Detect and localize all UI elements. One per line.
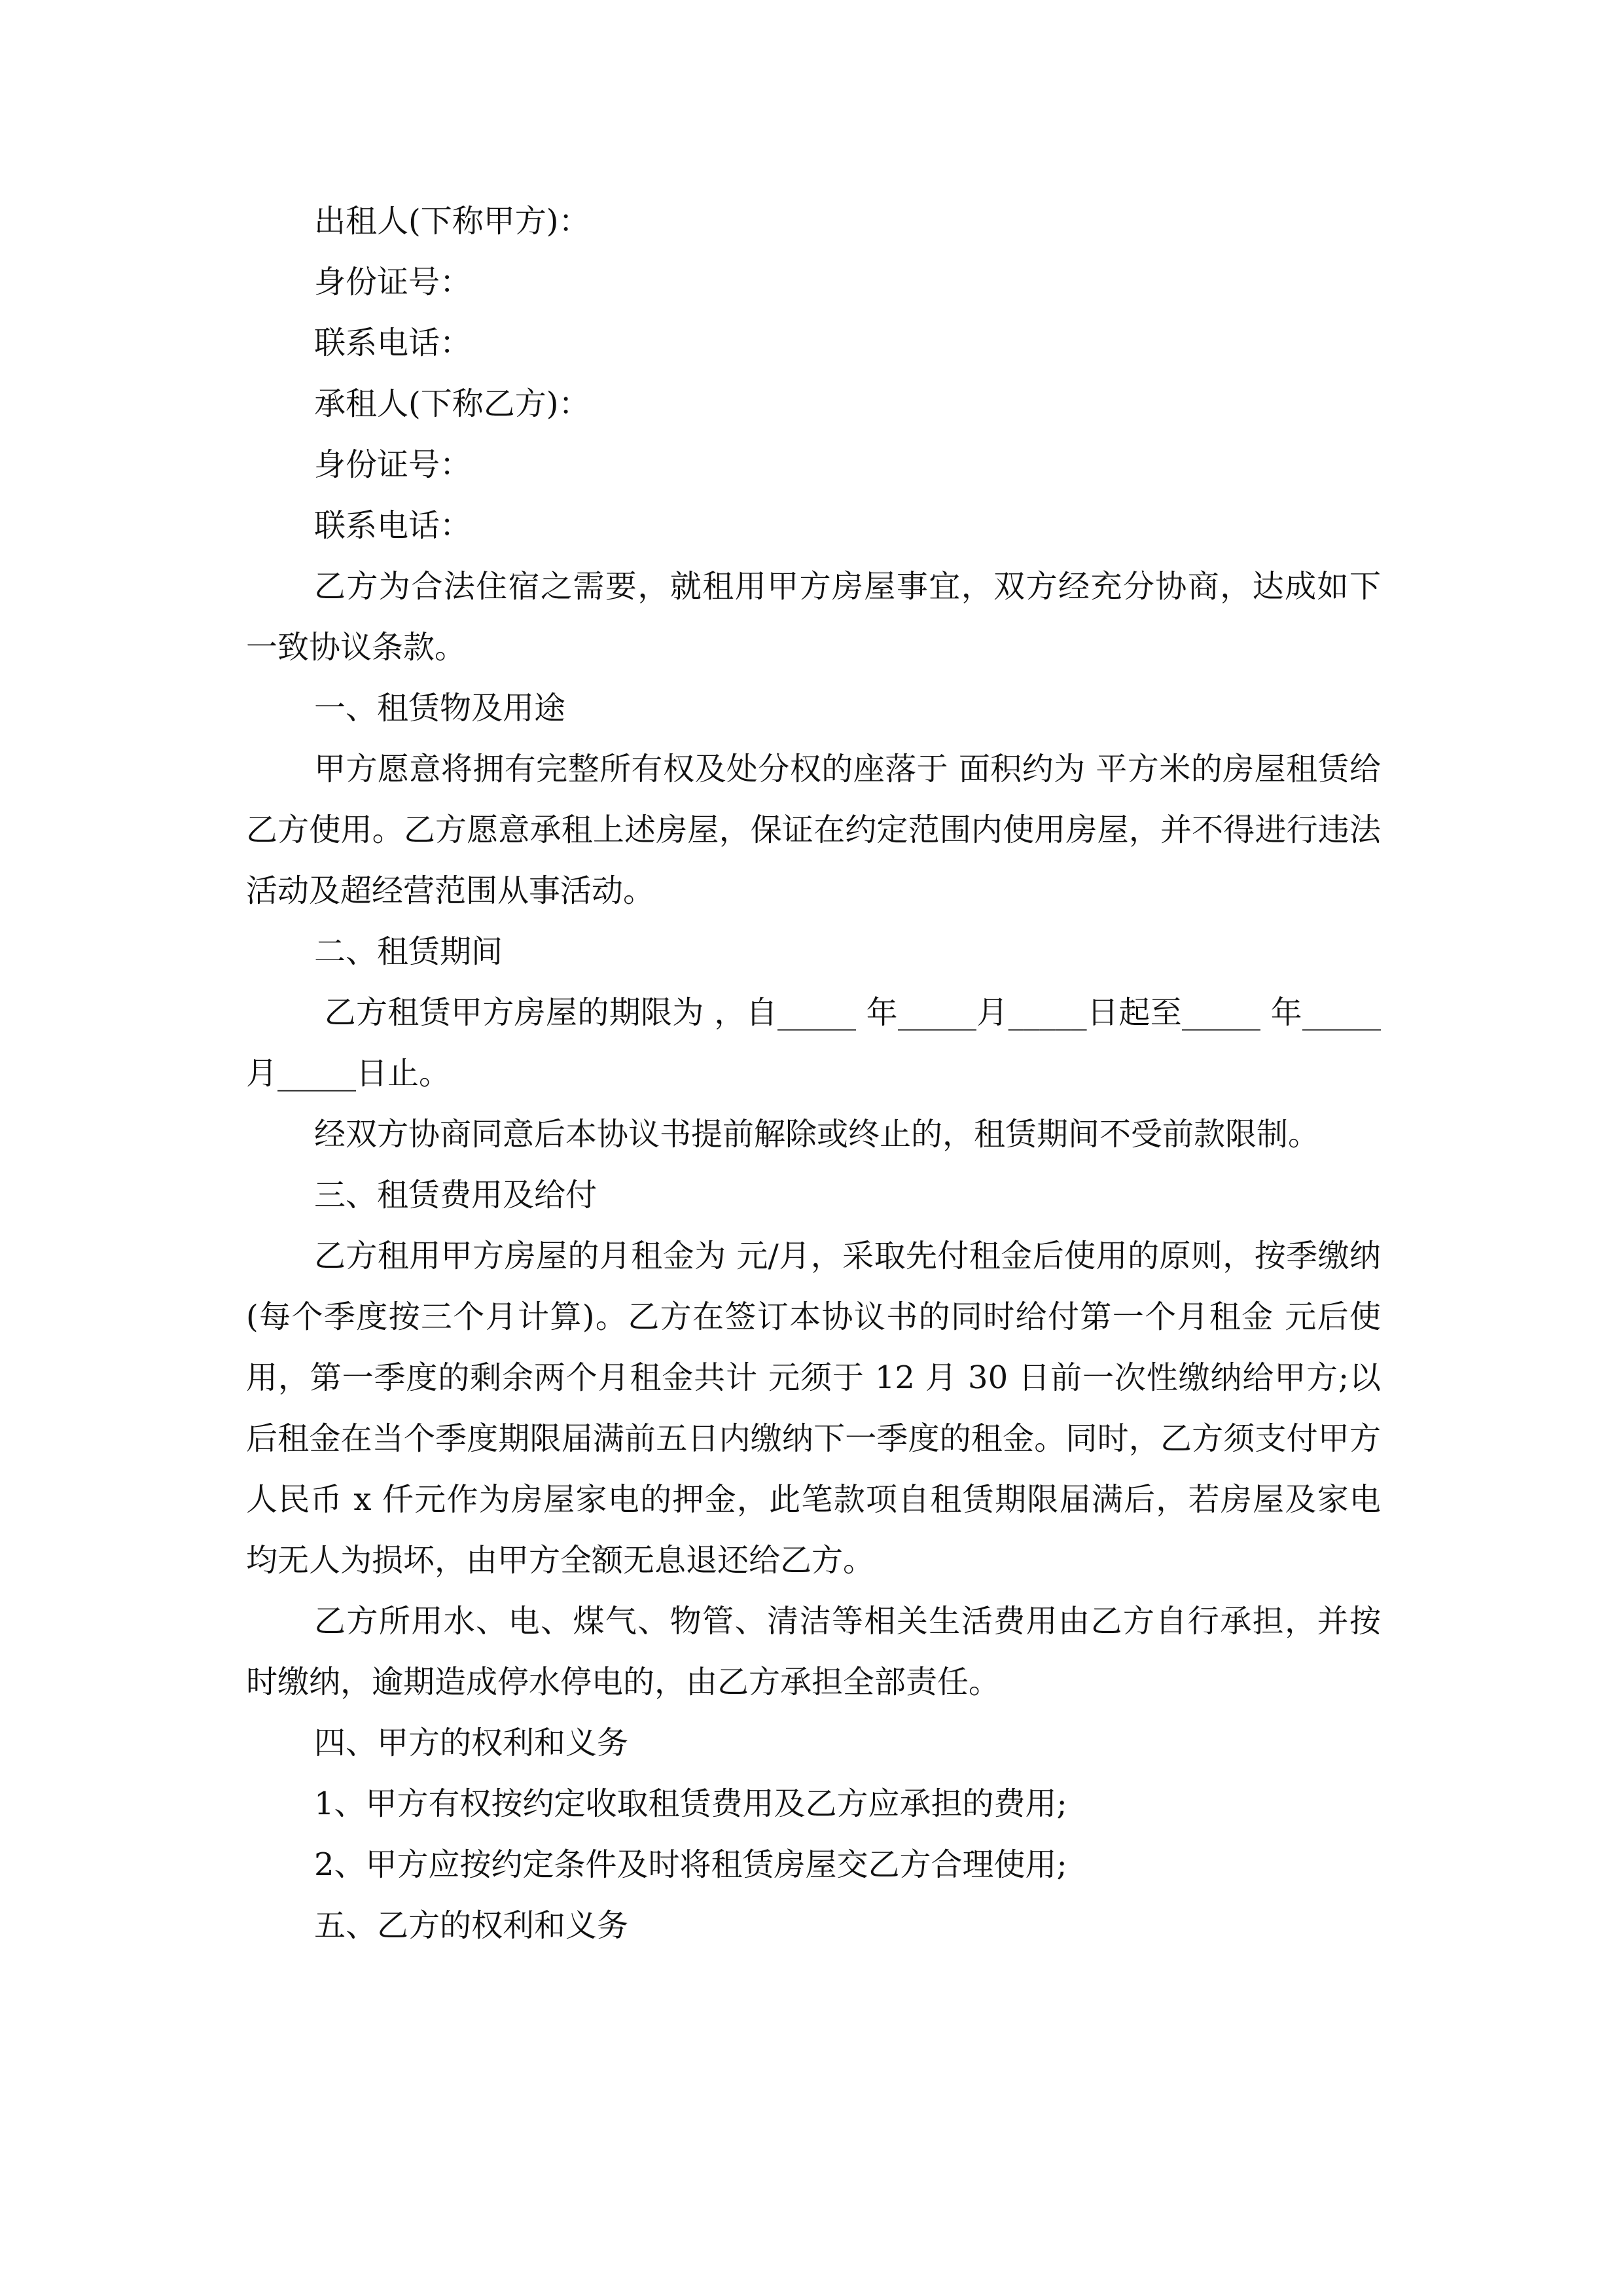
section3-body: 乙方租用甲方房屋的月租金为 元/月，采取先付租金后使用的原则，按季缴纳(每个季度按三个月计算)。乙方在签订本协议书的同时给付第一个月租金 元后使用，第一季度的剩余两个月租金共计 元须于 12 月 30 日前一次性缴纳给甲方;以后租金在当个季度期限届满前五日内缴纳下一季度的租金。同时，乙方须支付甲方人民币 x 仟元作为房屋家电的押金，此笔款项自租赁期限届满后，若房屋及家电均无人为损坏，由甲方全额无息退还给乙方。: [246, 1238, 1381, 1579]
section3-utilities: 乙方所用水、电、煤气、物管、清洁等相关生活费用由乙方自行承担，并按时缴纳，逾期造成停水停电的，由乙方承担全部责任。: [246, 1603, 1381, 1700]
lessor-label: 出租人(下称甲方)：: [314, 203, 590, 240]
section4-item-2: 2、甲方应按约定条件及时将租赁房屋交乙方合理使用;: [314, 1846, 1067, 1883]
lessor-phone-label: 联系电话：: [314, 325, 472, 361]
lessee-phone-label: 联系电话：: [314, 507, 472, 544]
document-body: [246, 191, 1391, 1956]
section1-title: 一、租赁物及用途: [314, 690, 566, 726]
section4-item-1: 1、甲方有权按约定收取租赁费用及乙方应承担的费用;: [314, 1785, 1067, 1822]
section5-title: 五、乙方的权利和义务: [314, 1907, 629, 1944]
intro-paragraph: 乙方为合法住宿之需要，就租用甲方房屋事宜，双方经充分协商，达成如下一致协议条款。: [246, 568, 1381, 666]
section2-note: 经双方协商同意后本协议书提前解除或终止的，租赁期间不受前款限制。: [314, 1116, 1320, 1153]
section1-body: 甲方愿意将拥有完整所有权及处分权的座落于 面积约为 平方米的房屋租赁给乙方使用。乙方愿意承租上述房屋，保证在约定范围内使用房屋，并不得进行违法活动及超经营范围从事活动。: [246, 751, 1381, 909]
section4-title: 四、甲方的权利和义务: [314, 1725, 629, 1761]
lessee-id-label: 身份证号：: [314, 446, 472, 483]
section2-body: 乙方租赁甲方房屋的期限为 ，自_____ 年_____月_____日起至_____ 年_____ 月_____日止。: [246, 994, 1391, 1092]
section3-title: 三、租赁费用及给付: [314, 1177, 597, 1213]
lessee-label: 承租人(下称乙方)：: [314, 386, 590, 422]
section2-title: 二、租赁期间: [314, 933, 503, 970]
lessor-id-label: 身份证号：: [314, 264, 472, 300]
